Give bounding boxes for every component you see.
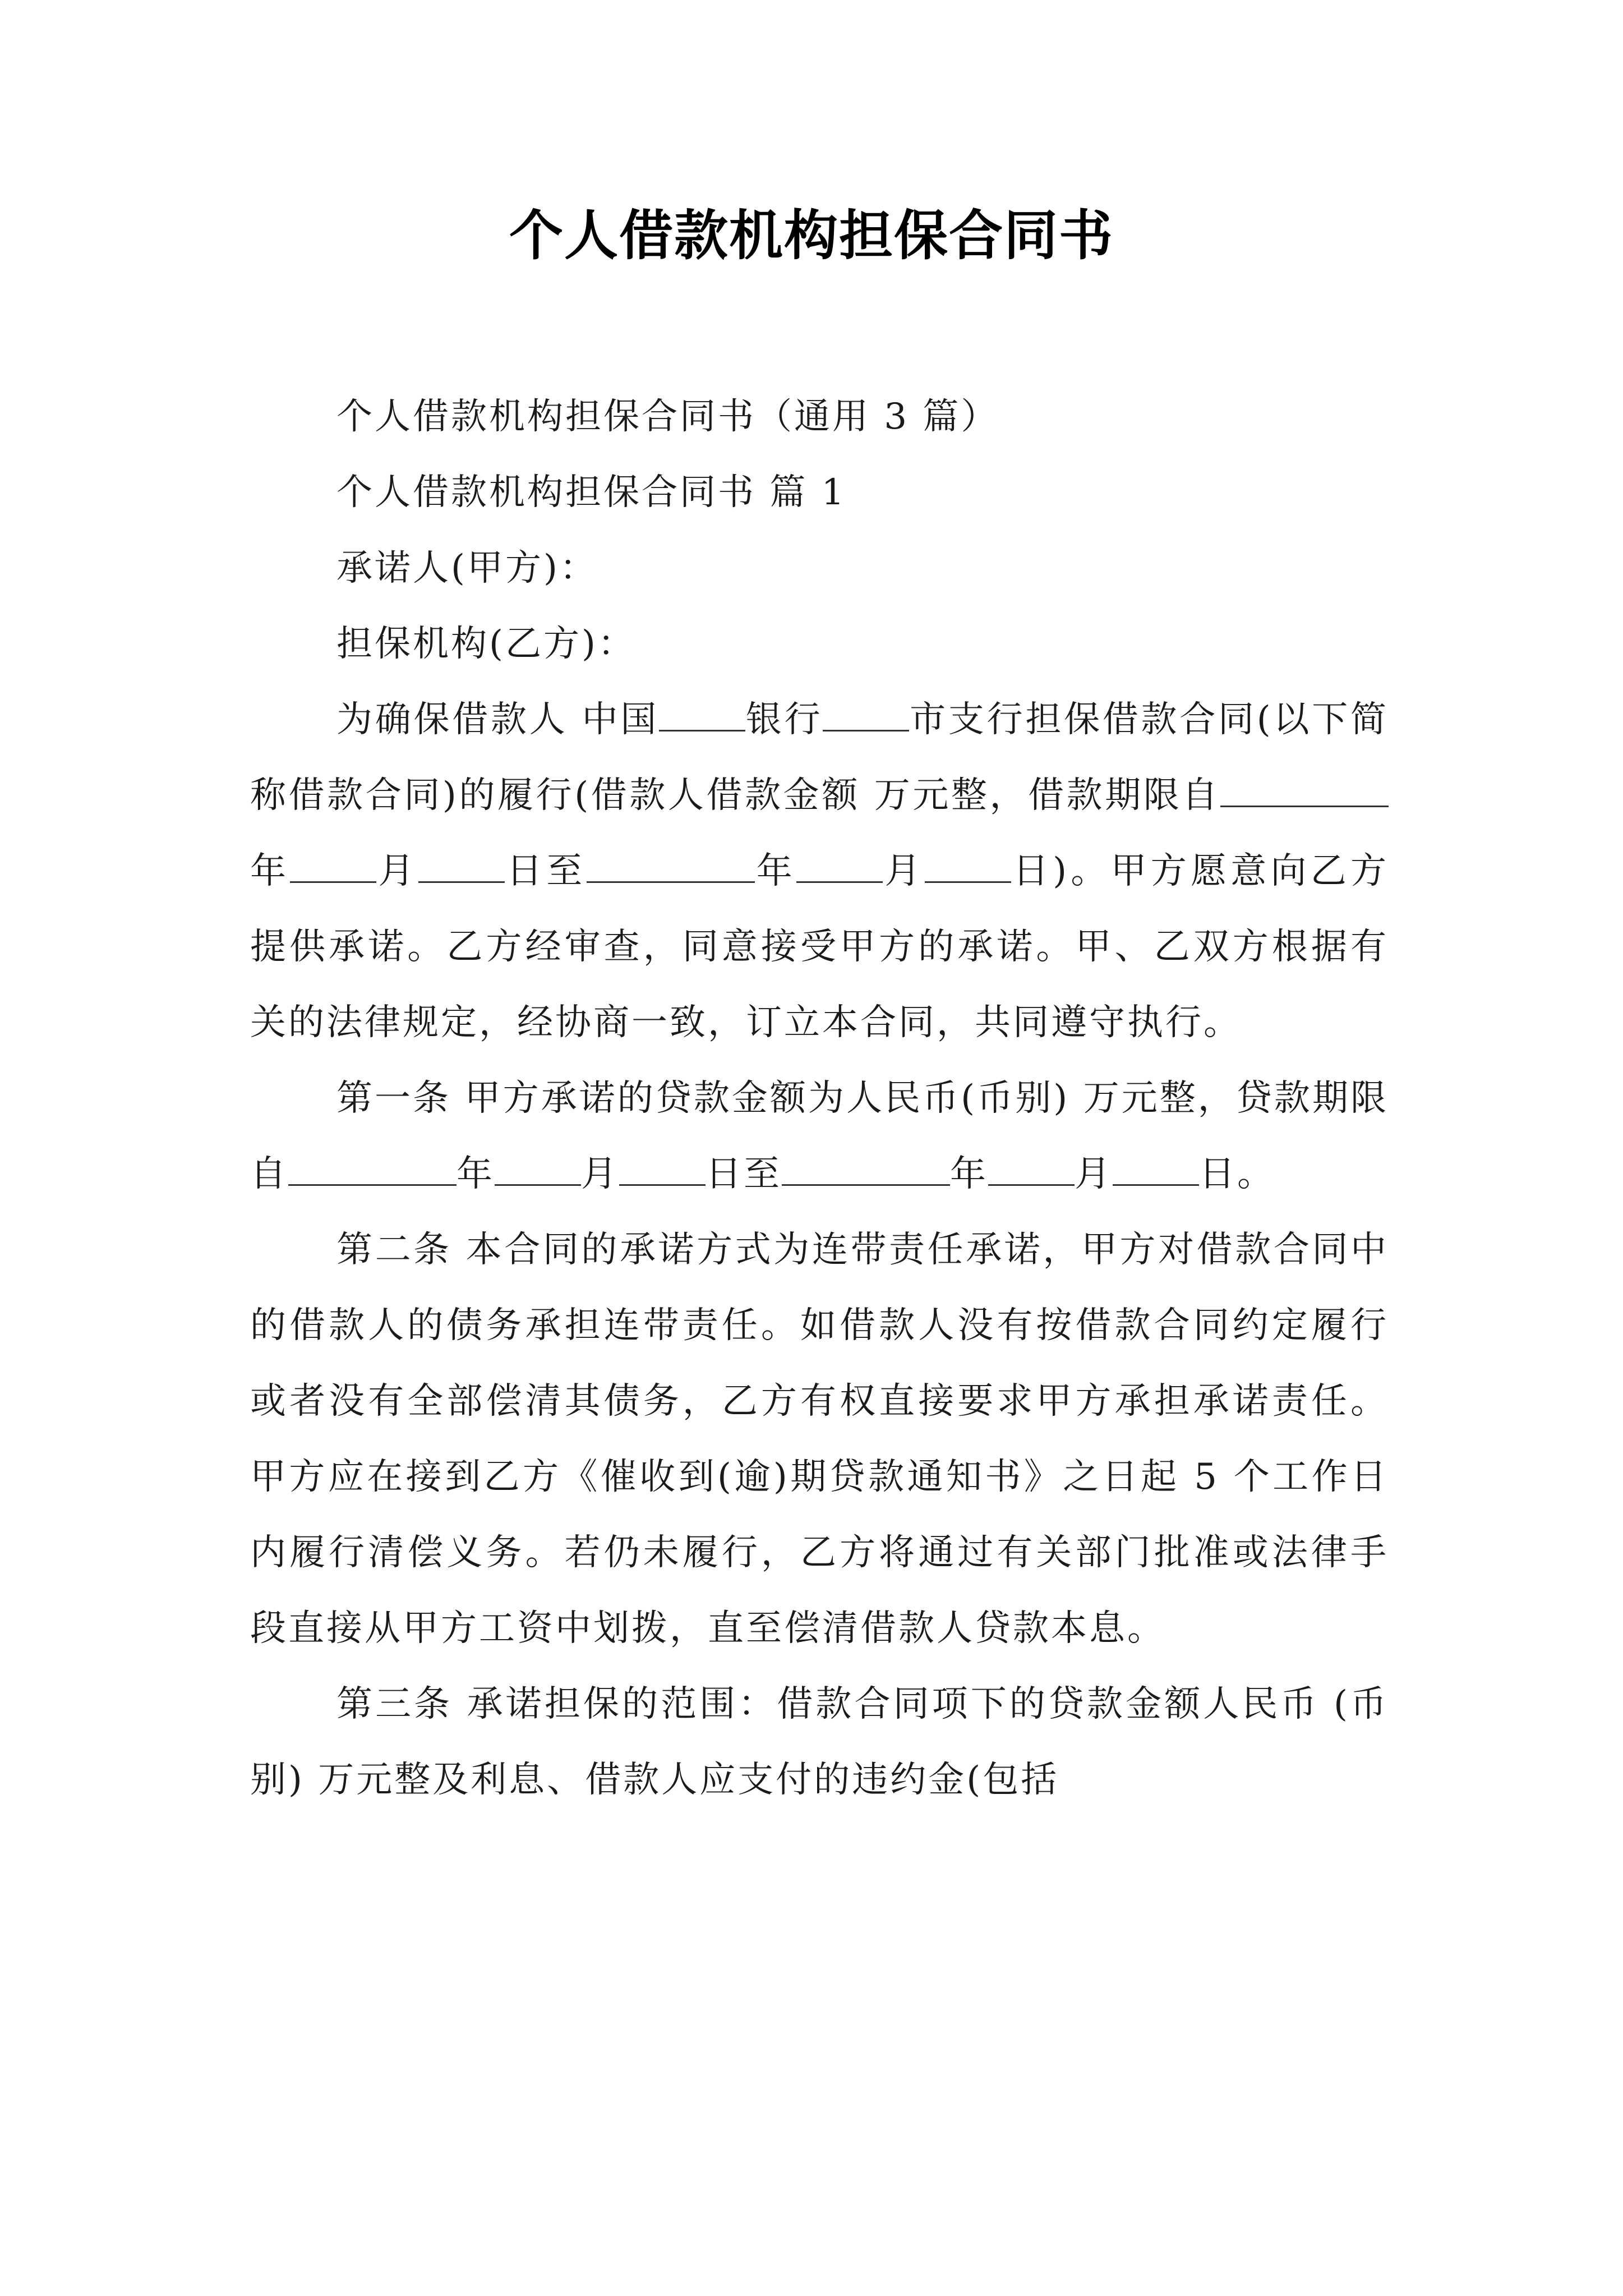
- intro-text-6: 日至: [504, 850, 587, 892]
- intro-text-4: 年: [250, 850, 291, 892]
- intro-text-1: 为确保借款人 中国: [336, 699, 660, 740]
- start-year-blank[interactable]: [1220, 774, 1389, 807]
- intro-text-2: 银行: [745, 699, 823, 740]
- article-2: 第二条 本合同的承诺方式为连带责任承诺，甲方对借款合同中的借款人的债务承担连带责任。如借款人没有按借款合同约定履行或者没有全部偿清其债务，乙方有权直接要求甲方承担承诺责任。甲方应在接到乙方《催收到(逾)期贷款通知书》之日起 5 个工作日内履行清偿义务。若仍未履行，乙方将通过有关部门批准或法律手段直接从甲方工资中划拨，直至偿清借款人贷款本息。: [250, 1229, 1389, 1649]
- loan-start-day-blank[interactable]: [619, 1153, 706, 1186]
- article-1-text-4: 日至: [706, 1153, 782, 1195]
- party-b-label: 担保机构(乙方)：: [336, 623, 636, 665]
- article-1-text-1: 第一条 甲方承诺的贷款金额为人民币(币别) 万元整，贷款期限自: [250, 1078, 1389, 1195]
- start-month-blank[interactable]: [290, 850, 376, 883]
- intro-text-9: 日)。甲方愿意向乙方提供承诺。乙方经审查，同意接受甲方的承诺。甲、乙双方根据有关的法律规定，经协商一致，订立本合同，共同遵守执行。: [250, 850, 1389, 1043]
- document-subtitle: 个人借款机构担保合同书（通用 3 篇）: [336, 396, 999, 438]
- end-year-blank[interactable]: [587, 850, 755, 883]
- article-1: [250, 1061, 1389, 1212]
- intro-text-7: 年: [754, 850, 797, 892]
- start-day-blank[interactable]: [418, 850, 505, 883]
- article-3: 第三条 承诺担保的范围：借款合同项下的贷款金额人民币 (币别) 万元整及利息、借款人应支付的违约金(包括: [250, 1683, 1389, 1801]
- end-month-blank[interactable]: [796, 850, 883, 883]
- article-1-text-3: 月: [581, 1153, 619, 1195]
- loan-end-month-blank[interactable]: [988, 1153, 1075, 1186]
- end-day-blank[interactable]: [925, 850, 1011, 883]
- document-body: [250, 379, 1389, 1818]
- article-1-text-7: 日。: [1199, 1153, 1275, 1195]
- party-a-label: 承诺人(甲方)：: [336, 547, 598, 589]
- section-heading: 个人借款机构担保合同书 篇 1: [336, 472, 847, 513]
- intro-paragraph: [250, 682, 1389, 1061]
- bank-name-blank[interactable]: [659, 698, 745, 731]
- intro-text-3: 市支行担保借款合同(以下简称借款合同)的履行(借款人借款金额 万元整，借款期限自: [250, 699, 1389, 816]
- document-title: 个人借款机构担保合同书: [509, 204, 1114, 267]
- intro-text-5: 月: [376, 850, 418, 892]
- article-1-text-5: 年: [950, 1153, 988, 1195]
- article-1-text-6: 月: [1075, 1153, 1113, 1195]
- loan-start-year-blank[interactable]: [288, 1153, 457, 1186]
- intro-text-8: 月: [883, 850, 925, 892]
- loan-start-month-blank[interactable]: [495, 1153, 581, 1186]
- loan-end-day-blank[interactable]: [1113, 1153, 1199, 1186]
- loan-end-year-blank[interactable]: [782, 1153, 950, 1186]
- city-name-blank[interactable]: [823, 698, 909, 731]
- article-1-text-2: 年: [457, 1153, 495, 1195]
